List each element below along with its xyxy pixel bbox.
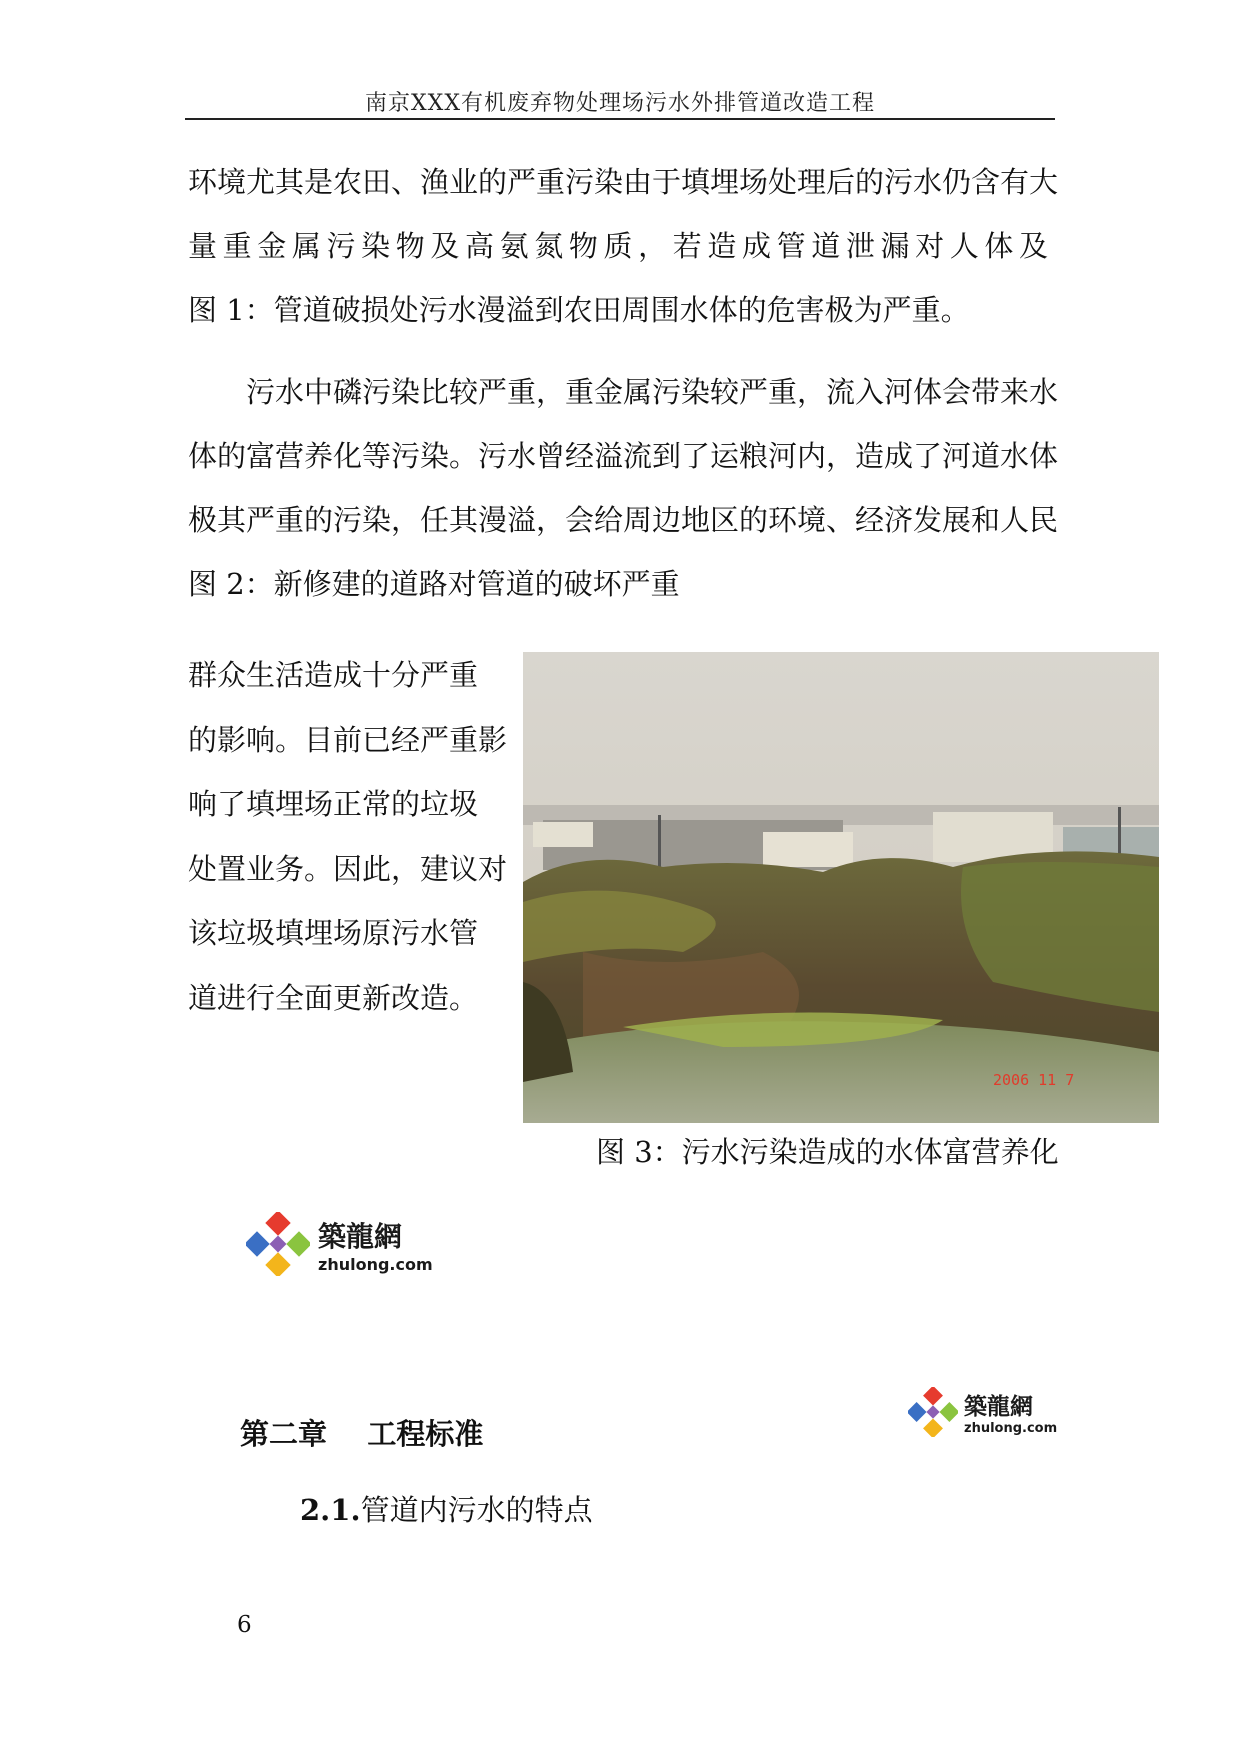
paragraph-line: 响了填埋场正常的垃圾 — [188, 787, 479, 821]
paragraph-line: 处置业务。因此，建议对 — [188, 851, 508, 886]
paragraph-2 — [188, 360, 1059, 616]
paragraph-line: 群众生活造成十分严重 — [188, 658, 479, 692]
paragraph-line: 的影响。目前已经严重影 — [188, 722, 508, 757]
logo-chinese-text: 築龍網 — [964, 1393, 1033, 1420]
paragraph-line: 极其严重的污染，任其漫溢，会给周边地区的环境、经济发展和人民 — [188, 503, 1059, 537]
running-header: 南京XXX有机废弃物处理场污水外排管道改造工程 — [365, 91, 875, 116]
paragraph-line: 量重金属污染物及高氨氮物质，若造成管道泄漏对人体及 — [188, 229, 1048, 263]
zhulong-logo-icon — [908, 1387, 958, 1437]
section-title: 管道内污水的特点 — [360, 1493, 593, 1527]
figure-2-caption: 图 2：新修建的道路对管道的破坏严重 — [188, 567, 680, 601]
logo-chinese-text: 築龍網 — [318, 1219, 403, 1253]
figure-3-photo — [523, 652, 1159, 1123]
header-rule — [185, 118, 1055, 120]
section-heading — [300, 1488, 593, 1529]
photo-date-stamp: 2006 11 7 — [993, 1071, 1075, 1089]
paragraph-line: 污水中磷污染比较严重，重金属污染较严重，流入河体会带来水 — [246, 375, 1059, 409]
section-number: 2.1. — [300, 1493, 361, 1527]
paragraph-line: 该垃圾填埋场原污水管 — [188, 916, 479, 950]
paragraph-line: 环境尤其是农田、渔业的严重污染由于填埋场处理后的污水仍含有大 — [188, 165, 1059, 199]
logo-english-text: zhulong.com — [964, 1421, 1058, 1436]
chapter-heading: 第二章 工程标准 — [240, 1417, 484, 1451]
paragraph-line: 道进行全面更新改造。 — [188, 980, 479, 1015]
paragraph-line: 体的富营养化等污染。污水曾经溢流到了运粮河内，造成了河道水体 — [188, 439, 1059, 473]
wrapped-paragraph — [188, 643, 508, 1030]
page-number: 6 — [237, 1612, 252, 1638]
zhulong-logo-icon — [246, 1212, 310, 1276]
zhulong-logo — [246, 1212, 433, 1276]
logo-english-text: zhulong.com — [318, 1254, 433, 1274]
zhulong-logo-small — [908, 1387, 1057, 1437]
figure-3-caption: 图 3：污水污染造成的水体富营养化 — [596, 1135, 1059, 1169]
paragraph-1 — [188, 150, 1059, 342]
figure-1-caption: 图 1：管道破损处污水漫溢到农田周围水体的危害极为严重。 — [188, 293, 970, 327]
